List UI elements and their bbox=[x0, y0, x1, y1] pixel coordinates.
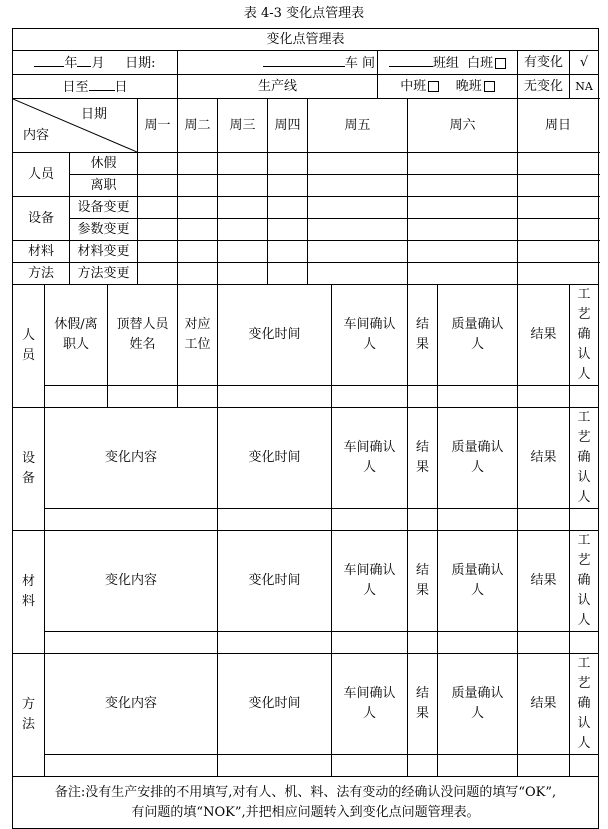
leave-label: 休假 bbox=[70, 153, 138, 175]
line-field: 生产线 bbox=[178, 75, 378, 99]
equipment-change-time-header: 变化时间 bbox=[218, 408, 332, 509]
cell[interactable] bbox=[218, 632, 332, 654]
cell[interactable] bbox=[518, 241, 599, 263]
cell[interactable] bbox=[438, 386, 518, 408]
cell[interactable] bbox=[408, 386, 438, 408]
cell[interactable] bbox=[178, 153, 218, 175]
resign-label: 离职 bbox=[70, 175, 138, 197]
equipment-change-label: 设备变更 bbox=[70, 197, 138, 219]
cell[interactable] bbox=[218, 175, 268, 197]
cell[interactable] bbox=[408, 755, 438, 777]
equipment-label: 设备 bbox=[13, 197, 70, 241]
cell[interactable] bbox=[570, 509, 599, 531]
material-result-1-header: 结果 bbox=[408, 531, 438, 632]
method-quality-confirm-header: 质量确认人 bbox=[438, 654, 518, 755]
cell[interactable] bbox=[518, 153, 599, 175]
cell[interactable] bbox=[570, 632, 599, 654]
cell[interactable] bbox=[408, 241, 518, 263]
cell[interactable] bbox=[332, 755, 408, 777]
method-result-1-header: 结果 bbox=[408, 654, 438, 755]
material-change-label: 材料变更 bbox=[70, 241, 138, 263]
day-wed: 周三 bbox=[218, 99, 268, 153]
cell[interactable] bbox=[570, 386, 599, 408]
cell[interactable] bbox=[178, 241, 218, 263]
material-workshop-confirm-header: 车间确认人 bbox=[332, 531, 408, 632]
material-quality-confirm-header: 质量确认人 bbox=[438, 531, 518, 632]
cell[interactable] bbox=[408, 153, 518, 175]
station-header: 对应工位 bbox=[178, 285, 218, 386]
corner-cell bbox=[13, 99, 138, 153]
people-quality-confirm-header: 质量确认人 bbox=[438, 285, 518, 386]
parameter-change-label: 参数变更 bbox=[70, 219, 138, 241]
cell[interactable] bbox=[178, 219, 218, 241]
cell[interactable] bbox=[178, 175, 218, 197]
cell[interactable] bbox=[178, 197, 218, 219]
cell[interactable] bbox=[45, 386, 108, 408]
shift-field: 中班 晚班 bbox=[378, 75, 518, 99]
workshop-blank[interactable] bbox=[263, 52, 345, 67]
people-label: 人员 bbox=[13, 153, 70, 197]
cell[interactable] bbox=[408, 197, 518, 219]
year-blank[interactable] bbox=[34, 52, 64, 67]
detail-method-label: 方法 bbox=[13, 654, 45, 777]
cell[interactable] bbox=[268, 197, 308, 219]
detail-equipment-label: 设备 bbox=[13, 408, 45, 531]
corner-content: 内容 bbox=[23, 128, 50, 143]
cell[interactable] bbox=[438, 509, 518, 531]
cell[interactable] bbox=[218, 219, 268, 241]
day-tue: 周二 bbox=[178, 99, 218, 153]
night-shift-checkbox[interactable] bbox=[484, 81, 495, 92]
cell[interactable] bbox=[138, 175, 178, 197]
workshop-field: 车 间 bbox=[178, 51, 378, 75]
material-result-2-header: 结果 bbox=[518, 531, 570, 632]
remarks-line-1: 备注:没有生产安排的不用填写,对有人、机、料、法有变动的经确认没问题的填写“OK”, bbox=[54, 784, 557, 800]
cell[interactable] bbox=[178, 386, 218, 408]
cell[interactable] bbox=[138, 241, 178, 263]
change-point-table bbox=[12, 28, 599, 829]
cell[interactable] bbox=[45, 509, 218, 531]
cell[interactable] bbox=[218, 386, 332, 408]
team-blank[interactable] bbox=[389, 52, 433, 67]
material-process-confirm-header: 工艺确认人 bbox=[570, 531, 599, 632]
cell[interactable] bbox=[518, 263, 599, 285]
cell[interactable] bbox=[138, 219, 178, 241]
detail-people-label: 人员 bbox=[13, 285, 45, 408]
equipment-quality-confirm-header: 质量确认人 bbox=[438, 408, 518, 509]
cell[interactable] bbox=[308, 197, 408, 219]
cell[interactable] bbox=[308, 153, 408, 175]
equipment-content-header: 变化内容 bbox=[45, 408, 218, 509]
cell[interactable] bbox=[308, 175, 408, 197]
cell[interactable] bbox=[268, 241, 308, 263]
cell[interactable] bbox=[178, 263, 218, 285]
equipment-process-confirm-header: 工艺确认人 bbox=[570, 408, 599, 509]
remarks-line-2: 有问题的填“NOK”,并把相应问题转入到变化点问题管理表。 bbox=[131, 804, 480, 820]
cell[interactable] bbox=[308, 263, 408, 285]
day-shift-checkbox[interactable] bbox=[495, 58, 506, 69]
date-year-month: 年 月 日期: bbox=[13, 51, 178, 75]
method-result-2-header: 结果 bbox=[518, 654, 570, 755]
day-blank[interactable] bbox=[89, 76, 115, 91]
team-field: 班组 白班 bbox=[378, 51, 518, 75]
method-workshop-confirm-header: 车间确认人 bbox=[332, 654, 408, 755]
changed-label: 有变化 bbox=[518, 51, 570, 75]
cell[interactable] bbox=[218, 241, 268, 263]
material-label: 材料 bbox=[13, 241, 70, 263]
cell[interactable] bbox=[518, 175, 599, 197]
cell[interactable] bbox=[218, 263, 268, 285]
material-change-time-header: 变化时间 bbox=[218, 531, 332, 632]
cell[interactable] bbox=[45, 632, 218, 654]
day-sat: 周六 bbox=[408, 99, 518, 153]
method-change-time-header: 变化时间 bbox=[218, 654, 332, 755]
cell[interactable] bbox=[218, 755, 332, 777]
cell[interactable] bbox=[108, 386, 178, 408]
substitute-header: 顶替人员姓名 bbox=[108, 285, 178, 386]
cell[interactable] bbox=[218, 153, 268, 175]
people-change-time-header: 变化时间 bbox=[218, 285, 332, 386]
day-fri: 周五 bbox=[308, 99, 408, 153]
cell[interactable] bbox=[438, 632, 518, 654]
cell[interactable] bbox=[268, 219, 308, 241]
method-change-label: 方法变更 bbox=[70, 263, 138, 285]
cell[interactable] bbox=[268, 153, 308, 175]
cell[interactable] bbox=[518, 632, 570, 654]
cell[interactable] bbox=[268, 263, 308, 285]
method-process-confirm-header: 工艺确认人 bbox=[570, 654, 599, 755]
cell[interactable] bbox=[518, 755, 570, 777]
unchanged-mark: NA bbox=[570, 75, 599, 99]
remarks bbox=[13, 777, 599, 829]
cell[interactable] bbox=[332, 632, 408, 654]
mid-shift-checkbox[interactable] bbox=[428, 81, 439, 92]
cell[interactable] bbox=[518, 197, 599, 219]
cell[interactable] bbox=[518, 219, 599, 241]
cell[interactable] bbox=[518, 386, 570, 408]
corner-date: 日期 bbox=[80, 107, 107, 122]
cell[interactable] bbox=[218, 197, 268, 219]
cell[interactable] bbox=[518, 509, 570, 531]
day-thu: 周四 bbox=[268, 99, 308, 153]
day-mon: 周一 bbox=[138, 99, 178, 153]
cell[interactable] bbox=[408, 219, 518, 241]
cell[interactable] bbox=[138, 263, 178, 285]
material-content-header: 变化内容 bbox=[45, 531, 218, 632]
cell[interactable] bbox=[268, 175, 308, 197]
equipment-result-1-header: 结果 bbox=[408, 408, 438, 509]
detail-material-label: 材料 bbox=[13, 531, 45, 654]
day-sun: 周日 bbox=[518, 99, 599, 153]
cell[interactable] bbox=[218, 509, 332, 531]
unchanged-label: 无变化 bbox=[518, 75, 570, 99]
cell[interactable] bbox=[408, 263, 518, 285]
cell[interactable] bbox=[332, 509, 408, 531]
people-workshop-confirm-header: 车间确认人 bbox=[332, 285, 408, 386]
cell[interactable] bbox=[408, 175, 518, 197]
cell[interactable] bbox=[408, 632, 438, 654]
equipment-result-2-header: 结果 bbox=[518, 408, 570, 509]
equipment-workshop-confirm-header: 车间确认人 bbox=[332, 408, 408, 509]
method-label: 方法 bbox=[13, 263, 70, 285]
table-title: 变化点管理表 bbox=[13, 29, 599, 51]
month-blank[interactable] bbox=[77, 52, 91, 67]
cell[interactable] bbox=[408, 509, 438, 531]
people-process-confirm-header: 工艺确认人 bbox=[570, 285, 599, 386]
cell[interactable] bbox=[570, 755, 599, 777]
cell[interactable] bbox=[308, 219, 408, 241]
people-result-1-header: 结果 bbox=[408, 285, 438, 386]
cell[interactable] bbox=[138, 197, 178, 219]
people-result-2-header: 结果 bbox=[518, 285, 570, 386]
date-range: 日至 日 bbox=[13, 75, 178, 99]
table-caption: 表 4-3 变化点管理表 bbox=[243, 6, 365, 21]
cell[interactable] bbox=[138, 153, 178, 175]
cell[interactable] bbox=[308, 241, 408, 263]
cell[interactable] bbox=[438, 755, 518, 777]
cell[interactable] bbox=[45, 755, 218, 777]
leave-person-header: 休假/离职人 bbox=[45, 285, 108, 386]
method-content-header: 变化内容 bbox=[45, 654, 218, 755]
cell[interactable] bbox=[332, 386, 408, 408]
changed-mark: √ bbox=[570, 51, 599, 75]
